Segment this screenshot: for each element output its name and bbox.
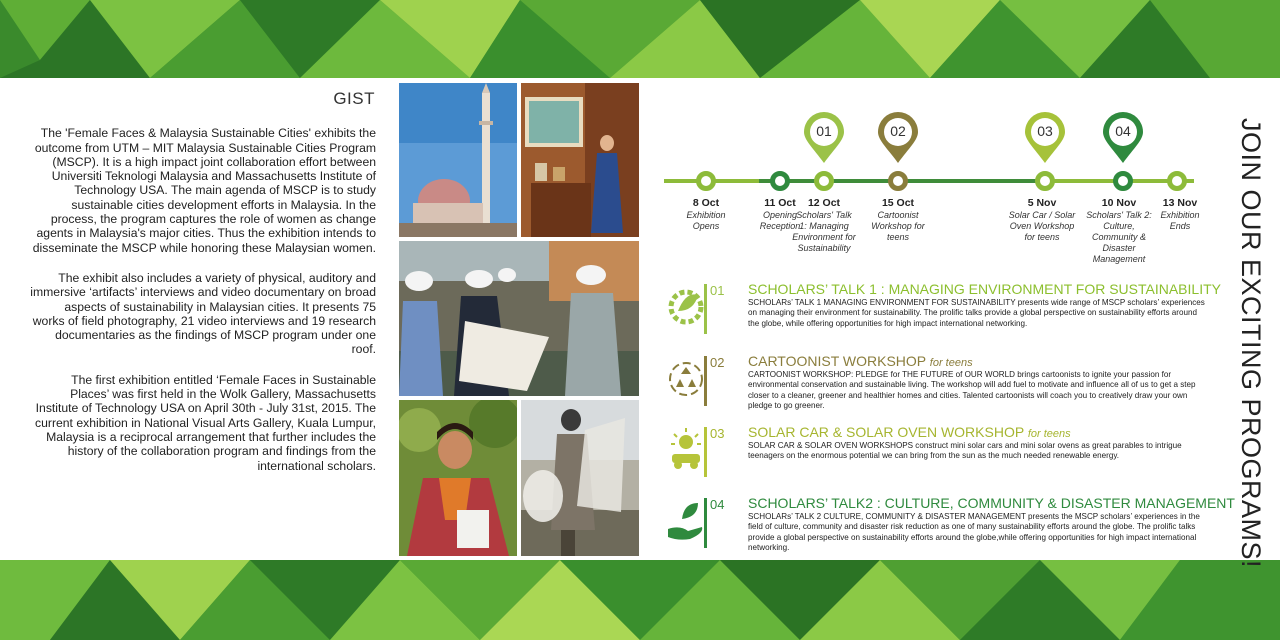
gist-paragraph: The first exhibition entitled ‘Female Faces in Sustainable Places’ was first held in the Wolk Gallery, Massachusetts Institute of Technology USA on April 30th - July 31st, 2015. The current exhibition in National Visual Arts Gallery, Kuala Lumpur, Malaysia is a reciprocal arrangement that further includes the history of the collaboration program and findings from the international scholars. <box>35 372 376 473</box>
program-title <box>748 353 973 369</box>
photo-smiling-woman <box>399 400 517 556</box>
program-item <box>664 281 1224 351</box>
program-title-text: SOLAR CAR & SOLAR OVEN WORKSHOP <box>748 424 1024 440</box>
timeline-node <box>1035 171 1055 191</box>
leaf-gear-icon <box>664 281 708 333</box>
timeline-node <box>770 171 790 191</box>
event-date: 11 Oct <box>764 197 796 209</box>
side-heading <box>1232 118 1272 569</box>
program-item <box>664 495 1235 565</box>
timeline-node <box>814 171 834 191</box>
pin-number: 03 <box>1037 123 1053 139</box>
program-title <box>748 495 1235 511</box>
event-date: 12 Oct <box>807 197 841 209</box>
timeline-event <box>1150 198 1210 232</box>
top-polygon-banner <box>0 0 1280 78</box>
timeline-pin <box>803 112 845 164</box>
brochure-sheet <box>0 78 1280 569</box>
timeline-node <box>1113 171 1133 191</box>
gist-paragraph: The exhibit also includes a variety of physical, auditory and immersive ‘artifacts’ interviews and video documentary on broad aspects of sustainability in Malaysian cities. It presents 75 works of field photography, 21 video interviews and 19 research documentaries as the findings of MSCP program under one roof. <box>30 270 376 357</box>
timeline-node <box>888 171 908 191</box>
program-description: CARTOONIST WORKSHOP: PLEDGE for THE FUTURE of OUR WORLD brings cartoonists to ignite your passion for environmental conservation and sustainable living. The workshop will add fuel to motivate and influence all of us to get a step closer to a cleaner, greener and healthier homes and cities. Talented cartoonists will coach you to creatively draw your own pledge to go greener. <box>748 370 1196 411</box>
program-title-text: SCHOLARS’ TALK 1 : MANAGING ENVIRONMENT FOR SUSTAINABILITY <box>748 281 1221 297</box>
program-title <box>748 424 1071 440</box>
recycle-icon <box>664 353 708 405</box>
event-text: Scholars' Talk 2: Culture, Community & Disaster Management <box>1086 210 1152 264</box>
event-text: Scholars' Talk 1: Managing Environment for Sustainability <box>792 210 856 253</box>
event-date: 8 Oct <box>692 197 720 209</box>
program-number: 03 <box>710 426 725 441</box>
program-title-suffix: for teens <box>929 357 973 369</box>
event-text: Opening Reception <box>759 210 801 231</box>
photo-mosque <box>399 83 517 237</box>
timeline-event <box>674 198 738 232</box>
program-divider <box>704 356 707 406</box>
gist-paragraph: The 'Female Faces & Malaysia Sustainable Cities' exhibits the outcome from UTM – MIT Malaysia Sustainable Cities Program (MSCP). It is a high impact joint collaboration effort between Universiti Teknologi Malaysia and Massachusetts Institute of Technology USA. The main agenda of MSCP is to study sustainable cities development efforts in Malaysia. In the process, the program captures the role of women as change agents in Malaysia's major cities. Thus the exhibition intends to disseminate the MSCP while honoring these Malaysian women. <box>32 126 376 255</box>
event-text: Exhibition Opens <box>686 210 726 231</box>
gist-heading: GIST <box>333 89 375 108</box>
timeline-pin <box>1024 112 1066 164</box>
side-heading-text: JOIN OUR EXCITING PROGRAMS! <box>1236 118 1266 569</box>
gist-section <box>30 89 376 489</box>
timeline-pin <box>877 112 919 164</box>
program-number: 01 <box>710 283 725 298</box>
program-description: SCHOLARs’ TALK 1 MANAGING ENVIRONMENT FOR SUSTAINABILITY presents wide range of MSCP scholars’ experiences on managing their environment for sustainability. The prolific talks provide a global perspective on sustainability efforts around the globe, while offering opportunities for high impact international networking. <box>748 298 1205 328</box>
photo-fisherwoman-net <box>521 400 639 556</box>
pin-number: 01 <box>816 123 832 139</box>
program-divider <box>704 427 707 477</box>
hand-leaf-icon <box>664 495 708 547</box>
program-number: 04 <box>710 497 725 512</box>
event-date: 13 Nov <box>1162 197 1198 209</box>
program-description: SCHOLARs’ TALK 2 CULTURE, COMMUNITY & DISASTER MANAGEMENT presents the MSCP scholars’ experiences in the field of culture, community and disaster risk reduction as one of many sustainability efforts around the globe. The prolific talks provide a global perspective on sustainability efforts around the globe,while offering opportunities for high impact international networking. <box>748 512 1200 553</box>
event-text: Exhibition Ends <box>1160 210 1200 231</box>
timeline-node <box>1167 171 1187 191</box>
program-description: SOLAR CAR & SOLAR OVEN WORKSHOPS construct mini solar cars and mini solar ovens as great parables to intrigue teenagers on the enormous potential we can bring from the sun as the much needed renewable energy. <box>748 441 1182 461</box>
timeline-node <box>696 171 716 191</box>
program-title-text: CARTOONIST WORKSHOP <box>748 353 926 369</box>
photo-site-engineers <box>399 241 639 396</box>
program-divider <box>704 498 707 548</box>
program-item <box>664 353 1224 423</box>
event-date: 10 Nov <box>1101 197 1137 209</box>
event-date: 5 Nov <box>1027 197 1057 209</box>
timeline-event <box>866 198 930 243</box>
pin-number: 02 <box>890 123 906 139</box>
program-title-suffix: for teens <box>1027 428 1071 440</box>
timeline-event <box>1085 198 1153 265</box>
timeline-event <box>792 198 856 254</box>
solar-car-icon <box>664 424 708 476</box>
event-text: Cartoonist Workshop for teens <box>871 210 925 242</box>
timeline-pin <box>1102 112 1144 164</box>
program-title <box>748 281 1221 297</box>
photo-office-portrait <box>521 83 639 237</box>
program-item <box>664 424 1224 494</box>
program-number: 02 <box>710 355 725 370</box>
bottom-polygon-banner <box>0 560 1280 640</box>
event-date: 15 Oct <box>881 197 915 209</box>
timeline-event <box>1007 198 1077 243</box>
event-timeline <box>664 98 1224 278</box>
program-divider <box>704 284 707 334</box>
program-title-text: SCHOLARS’ TALK2 : CULTURE, COMMUNITY & DISASTER MANAGEMENT <box>748 495 1235 511</box>
pin-number: 04 <box>1115 123 1131 139</box>
event-text: Solar Car / Solar Oven Workshop for teens <box>1008 210 1076 242</box>
